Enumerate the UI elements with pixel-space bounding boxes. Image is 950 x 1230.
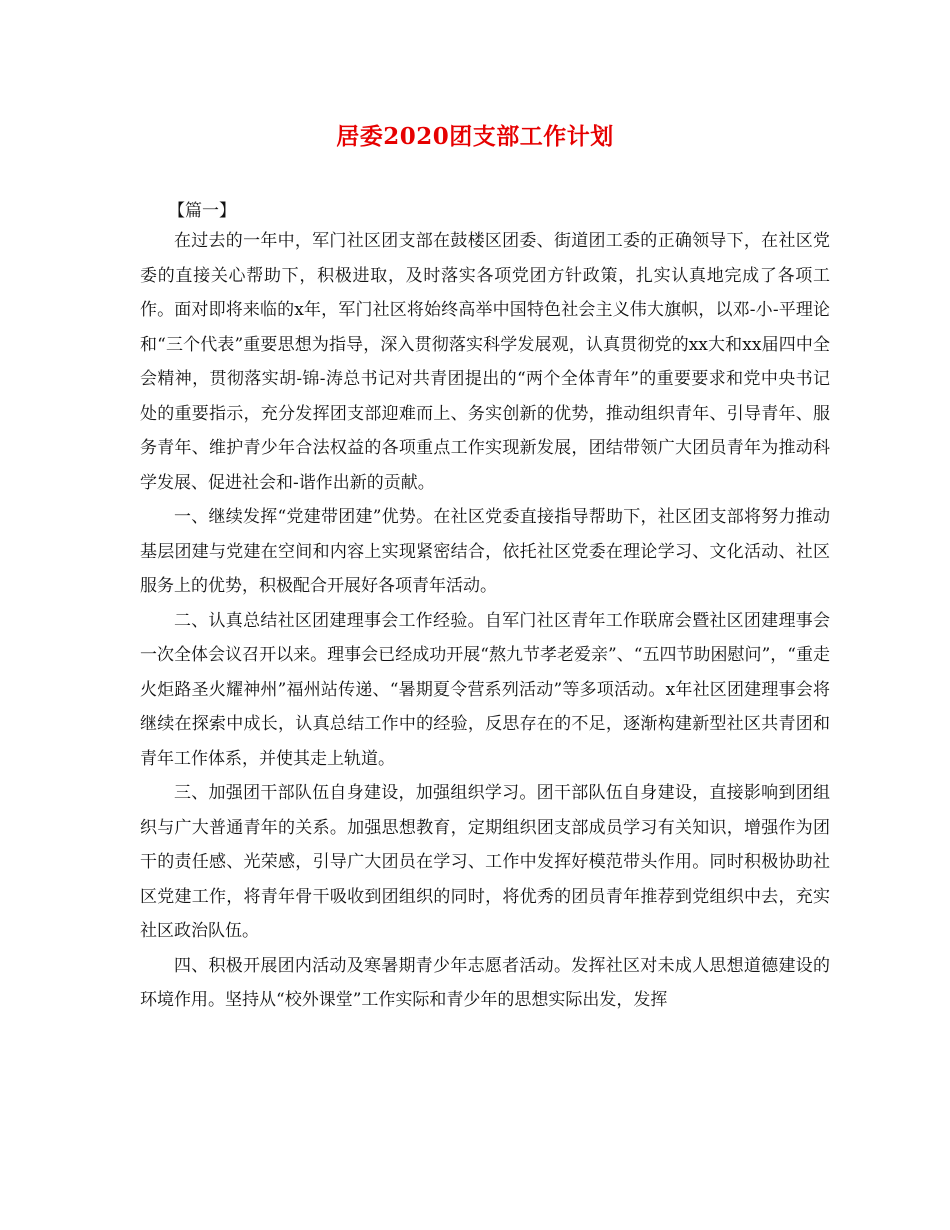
paragraph: 一、继续发挥“党建带团建”优势。在社区党委直接指导帮助下，社区团支部将努力推动基层团建与党建在空间和内容上实现紧密结合，依托社区党委在理论学习、文化活动、社区服务上的优势，积极配合开展好各项青年活动。 (140, 507, 830, 596)
section-heading: 【篇一】 (168, 201, 236, 221)
document-title: 居委2020团支部工作计划 (336, 123, 614, 150)
paragraph: 二、认真总结社区团建理事会工作经验。自军门社区青年工作联席会暨社区团建理事会一次全体会议召开以来。理事会已经成功开展“熬九节孝老爱亲”、“五四节助困慰问”，“重走火炬路圣火耀神州”福州站传递、“暑期夏令营系列活动”等多项活动。x年社区团建理事会将继续在探索中成长，认真总结工作中的经验，反思存在的不足，逐渐构建新型社区共青团和青年工作体系，并使其走上轨道。 (140, 610, 830, 769)
paragraph: 四、积极开展团内活动及寒暑期青少年志愿者活动。发挥社区对未成人思想道德建设的环境作用。坚持从“校外课堂”工作实际和青少年的思想实际出发，发挥 (140, 955, 830, 1010)
paragraph: 三、加强团干部队伍自身建设，加强组织学习。团干部队伍自身建设，直接影响到团组织与广大普通青年的关系。加强思想教育，定期组织团支部成员学习有关知识，增强作为团干的责任感、光荣感，引导广大团员在学习、工作中发挥好模范带头作用。同时积极协助社区党建工作，将青年骨干吸收到团组织的同时，将优秀的团员青年推荐到党组织中去，充实社区政治队伍。 (140, 783, 830, 941)
document-body (140, 224, 830, 1018)
paragraph: 在过去的一年中，军门社区团支部在鼓楼区团委、街道团工委的正确领导下，在社区党委的直接关心帮助下，积极进取，及时落实各项党团方针政策，扎实认真地完成了各项工作。面对即将来临的x年，军门社区将始终高举中国特色社会主义伟大旗帜，以邓-小-平理论和“三个代表”重要思想为指导，深入贯彻落实科学发展观，认真贯彻党的xx大和xx届四中全会精神，贯彻落实胡-锦-涛总书记对共青团提出的“两个全体青年”的重要要求和党中央书记处的重要指示，充分发挥团支部迎难而上、务实创新的优势，推动组织青年、引导青年、服务青年、维护青少年合法权益的各项重点工作实现新发展，团结带领广大团员青年为推动科学发展、促进社会和-谐作出新的贡献。 (140, 231, 830, 493)
